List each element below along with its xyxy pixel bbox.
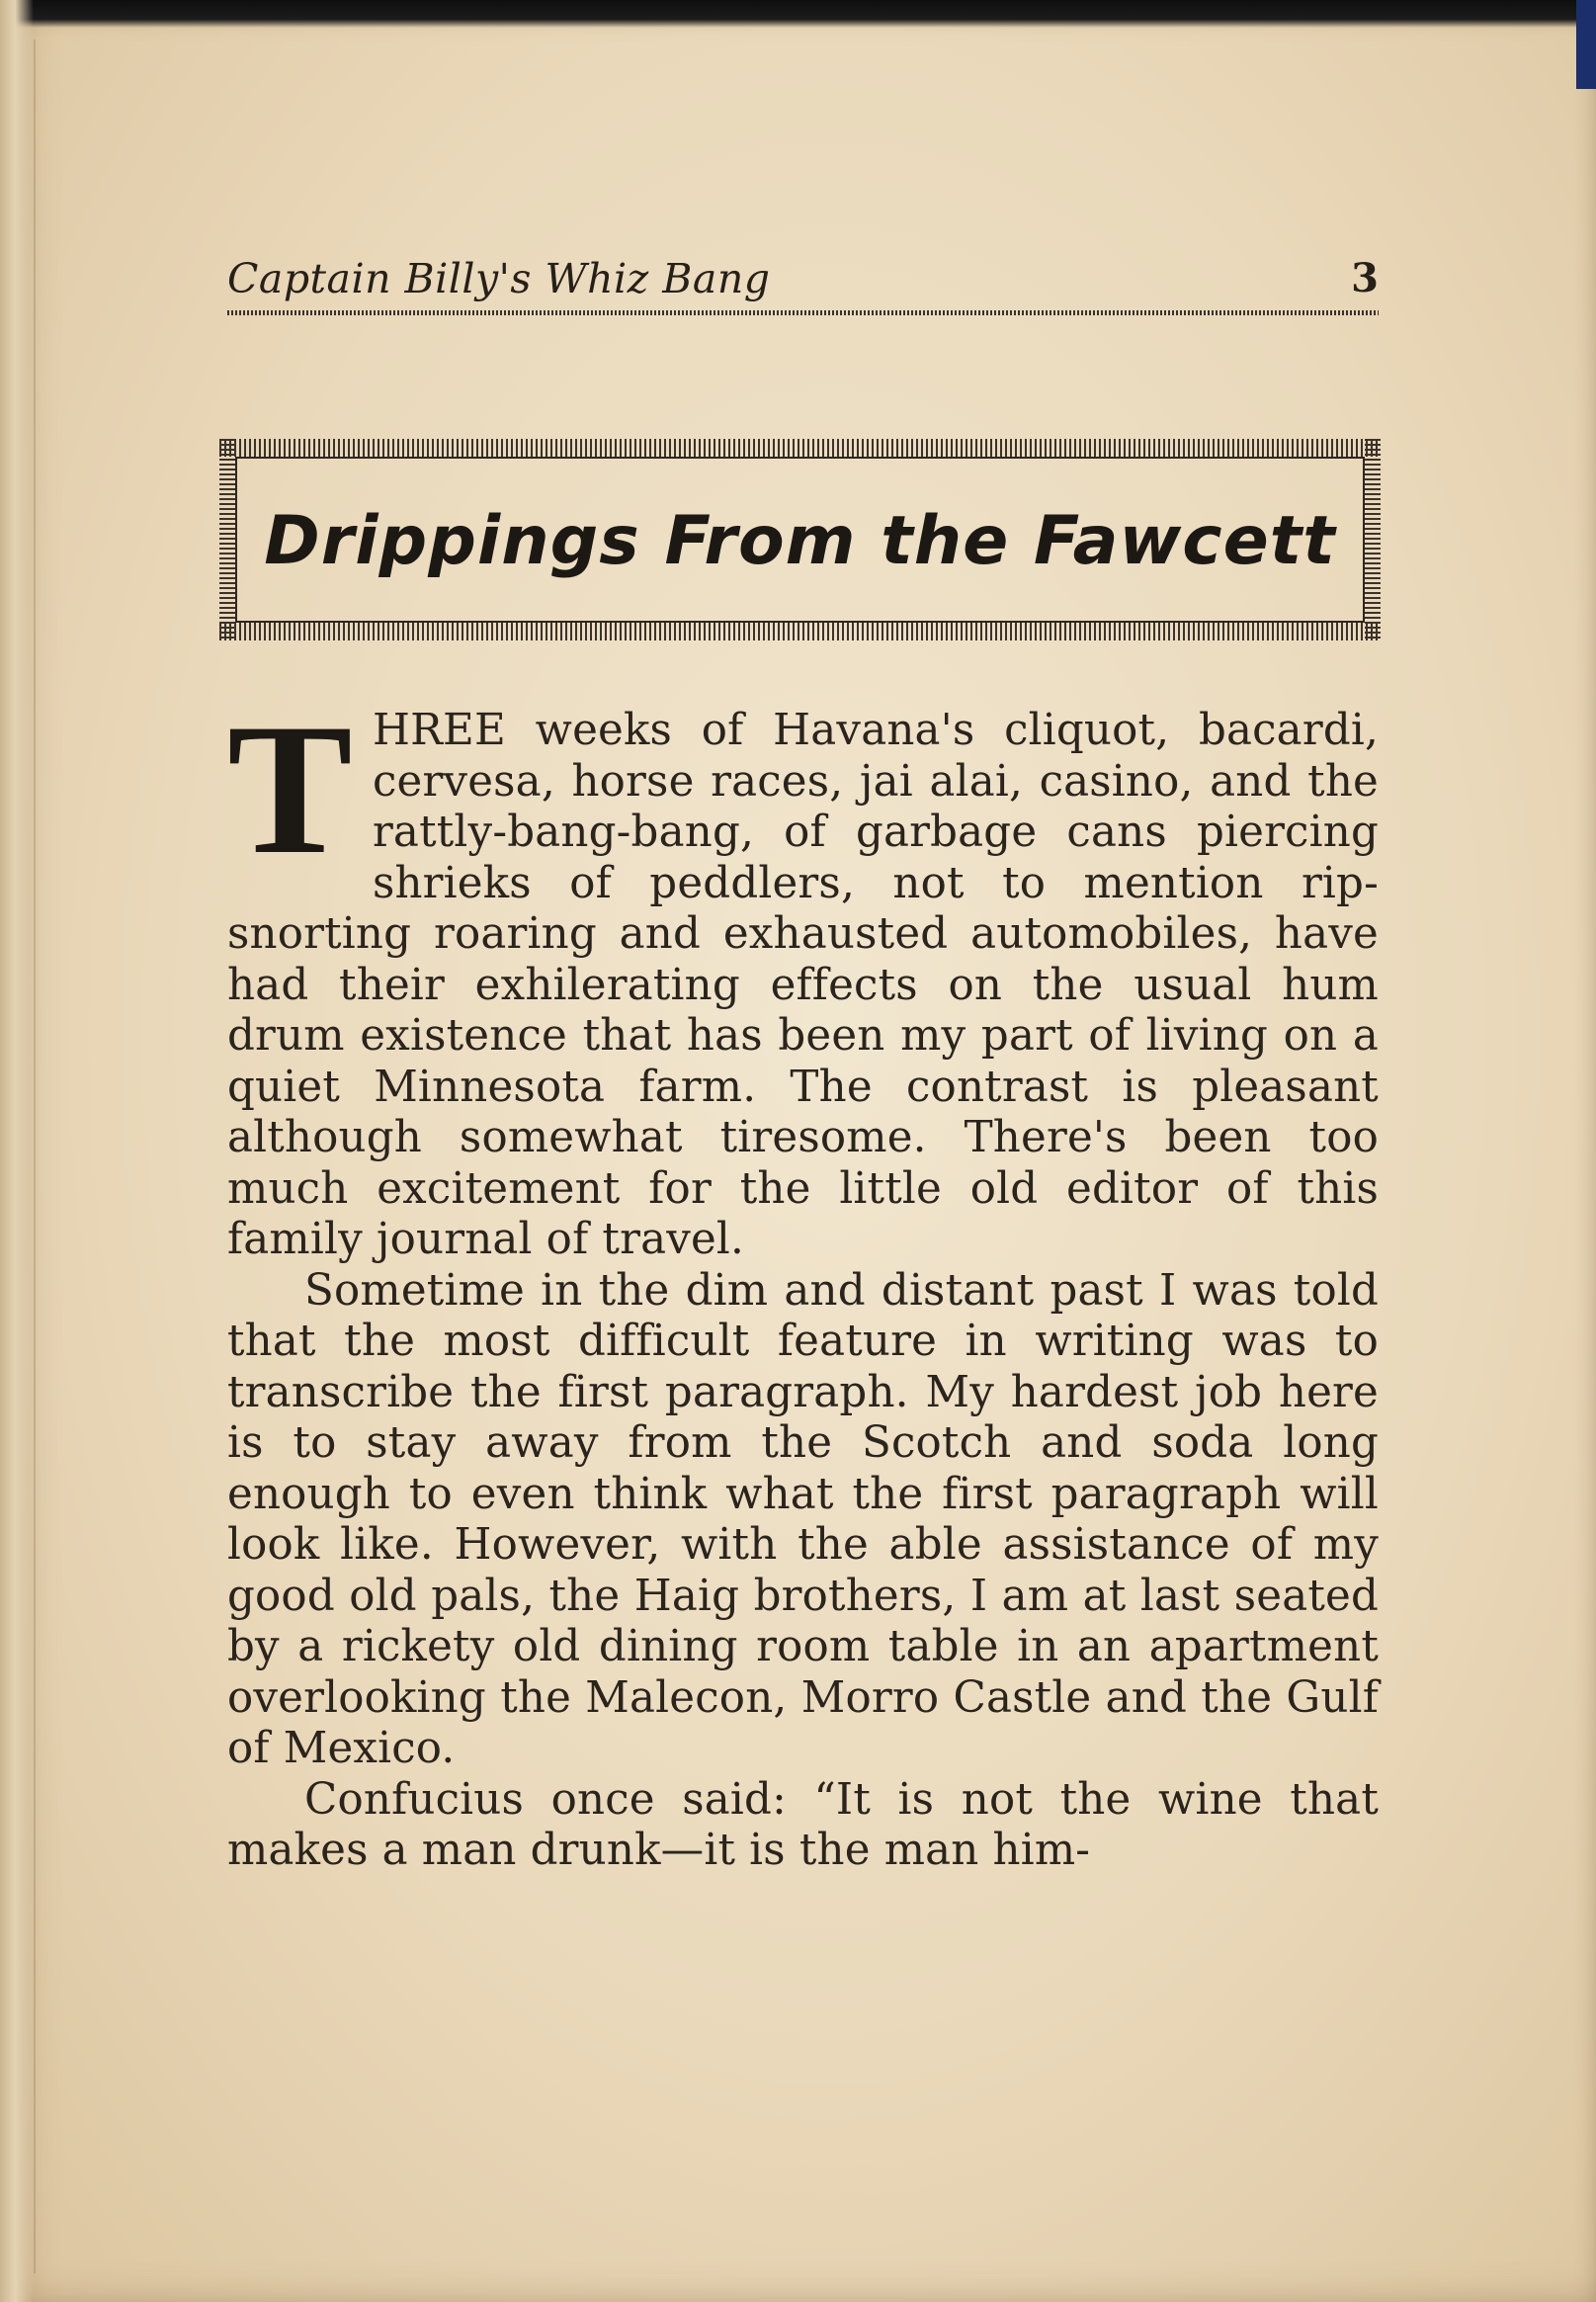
top-scan-edge xyxy=(0,0,1596,28)
header-rule xyxy=(227,310,1379,315)
drop-cap: T xyxy=(227,686,353,894)
running-title: Captain Billy's Whiz Bang xyxy=(227,255,771,302)
title-box-border-bottom xyxy=(219,623,1381,640)
spine-fold-line xyxy=(34,40,36,2273)
paragraph-1-text: HREE weeks of Havana's cliquot, bacardi, cervesa, horse races, jai alai, casino, and the rattly-bang-bang, of garbage cans piercing shrieks of peddlers, not to mention rip-snorting roaring and exhausted automobiles, have had their exhilerating effects on the usual hum drum existence that has been my part of living on a quiet Minnesota farm. The contrast is pleasant although somewhat tiresome. There's been too much excitement for the little old editor of this family journal of travel. xyxy=(227,706,1379,1264)
article-title-box xyxy=(219,439,1381,640)
page-number: 3 xyxy=(1351,255,1379,301)
cover-edge xyxy=(1576,0,1596,89)
article-title: Drippings From the Fawcett xyxy=(264,502,1336,580)
article-body xyxy=(227,686,1379,1877)
page-spine-shadow xyxy=(0,0,34,2302)
running-header xyxy=(227,255,1379,316)
paragraph-2: Sometime in the dim and distant past I was told that the most difficult feature in writing was to transcribe the first paragraph. My hardest job here is to stay away from the Scotch and soda long enough to even think what the first paragraph will look like. However, with the able assistance of my good old pals, the Haig brothers, I am at last seated by a rickety old dining room table in an apartment overlooking the Malecon, Morro Castle and the Gulf of Mexico. xyxy=(227,1265,1379,1773)
paragraph-3: Confucius once said: “It is not the wine that makes a man drunk—it is the man him- xyxy=(227,1774,1379,1875)
title-box-border-top xyxy=(219,439,1381,457)
paragraph-1 xyxy=(227,686,1379,1266)
